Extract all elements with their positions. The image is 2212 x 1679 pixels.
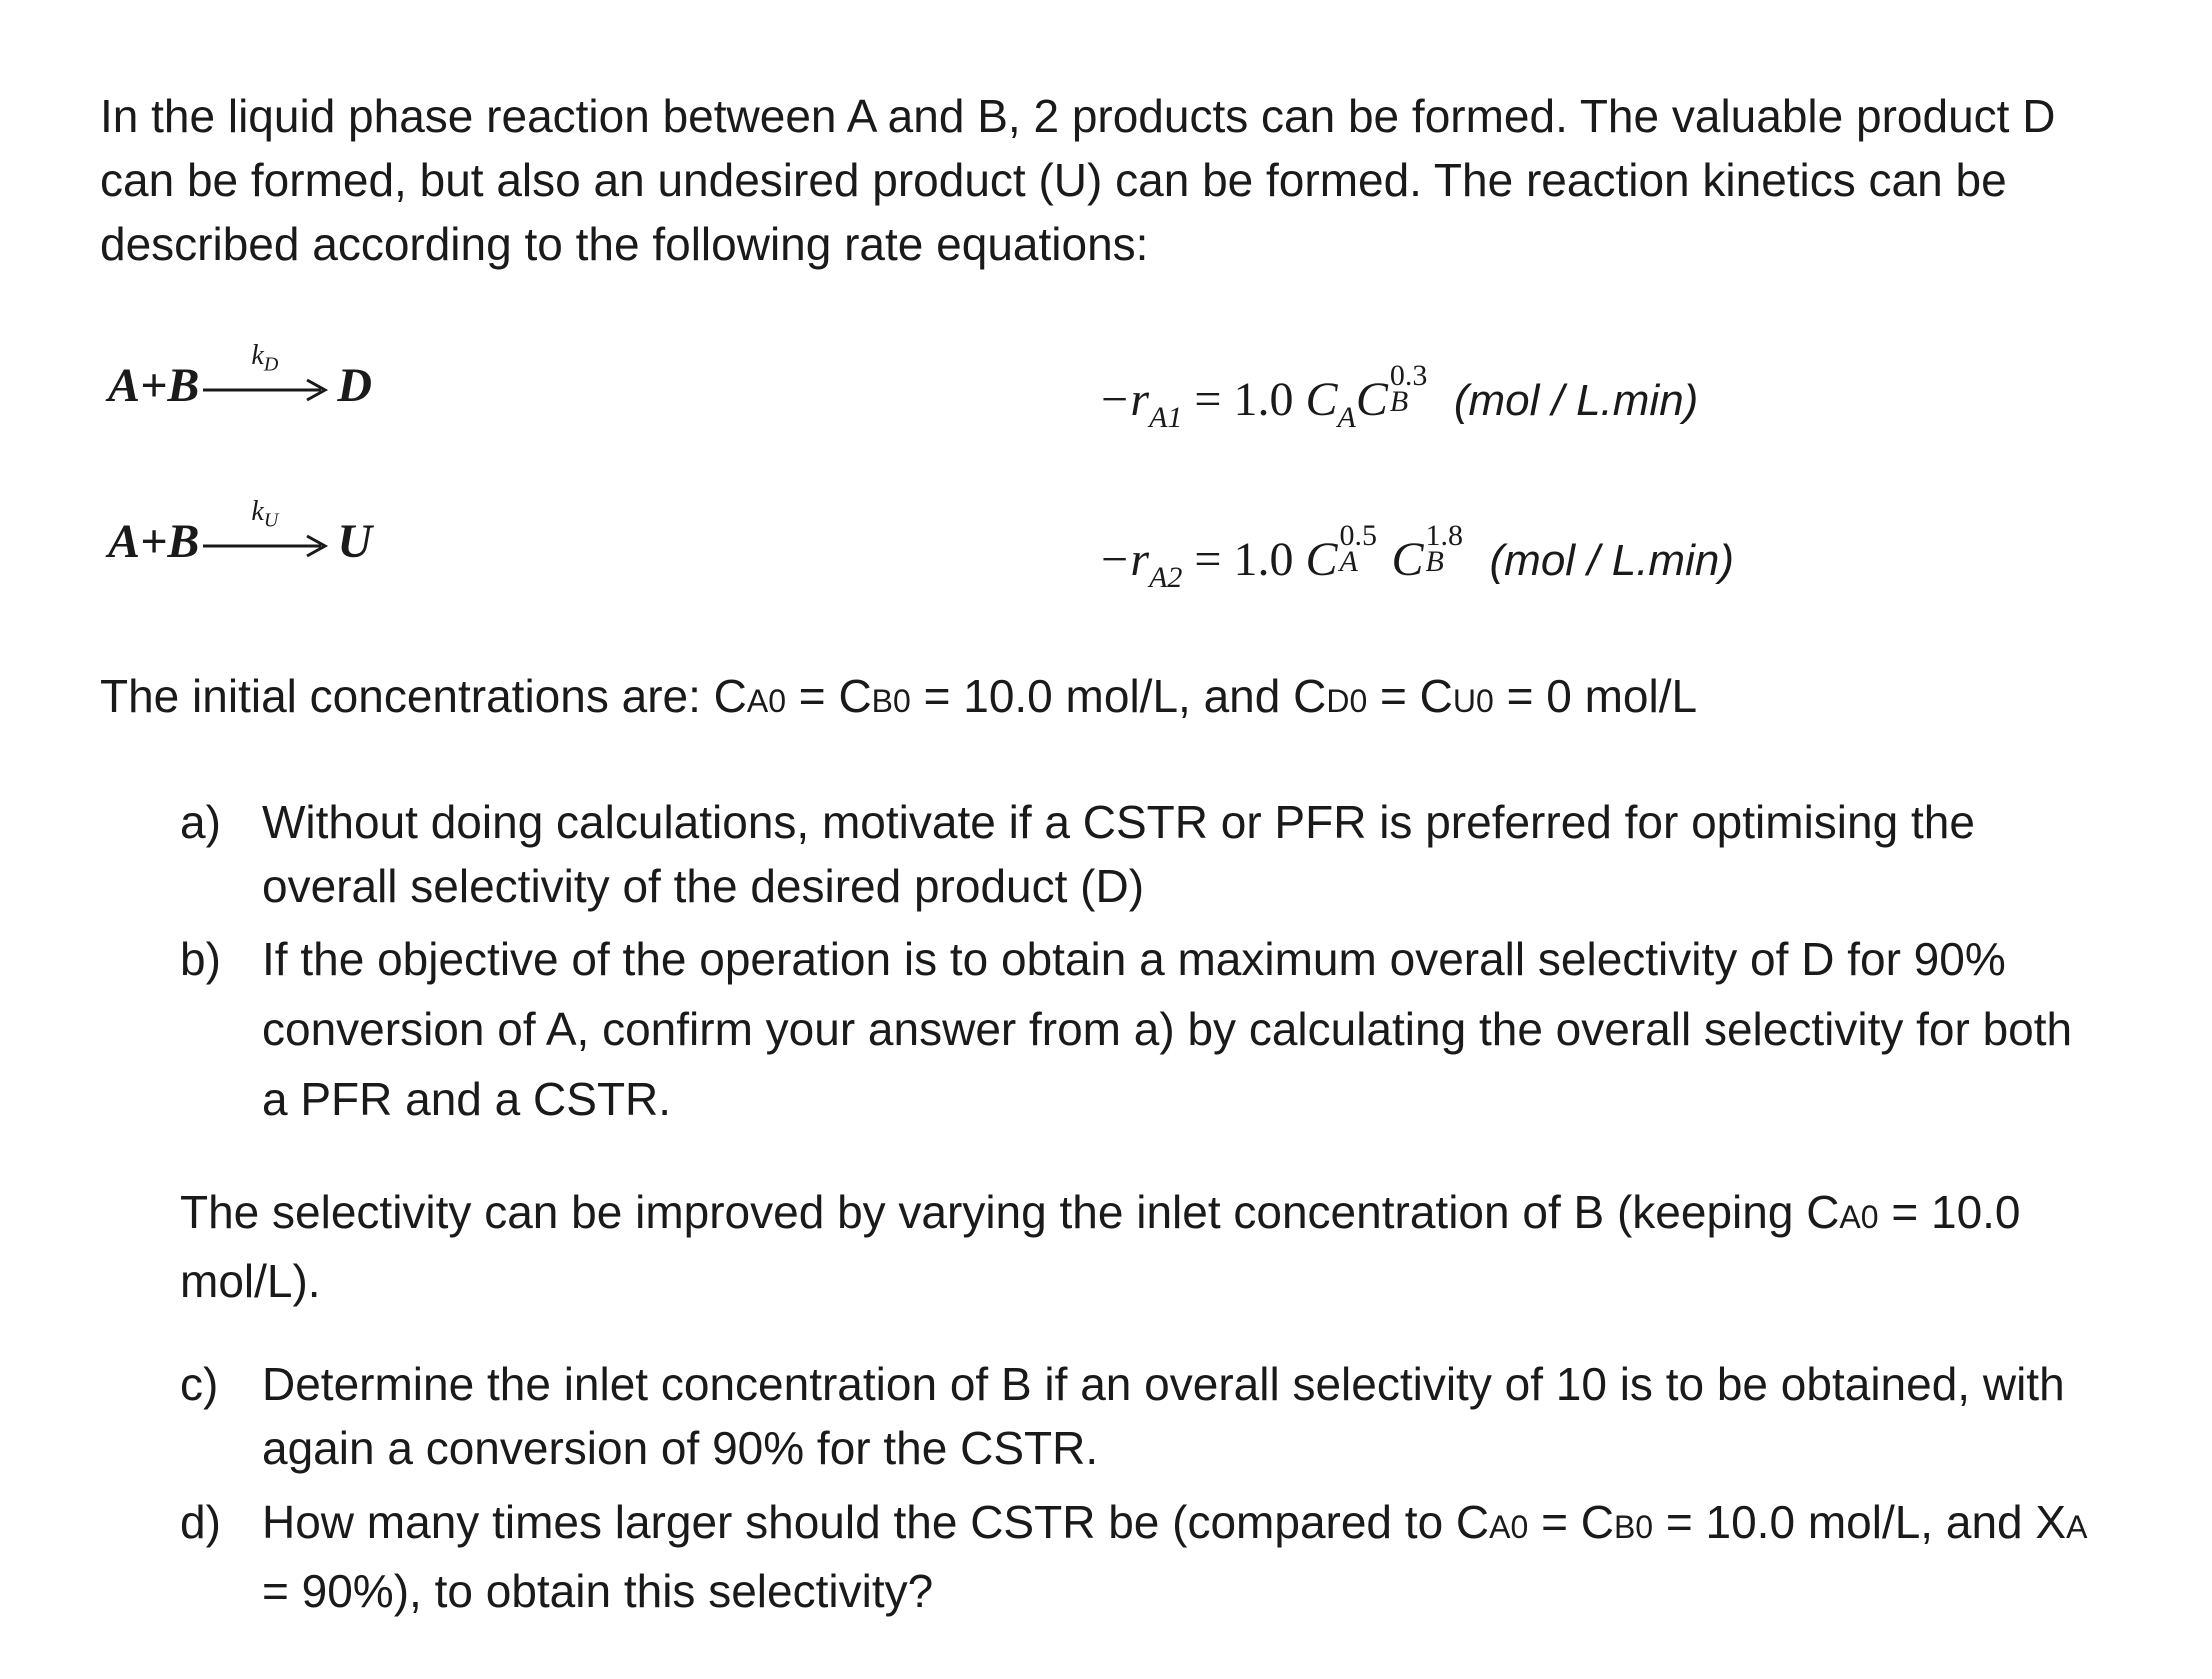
cu0-sub: U0 xyxy=(1452,683,1494,719)
note-text: = 10.0 mol/L). xyxy=(180,1186,2021,1307)
rate-equation-1 xyxy=(1098,359,1699,435)
reaction-2-product: U xyxy=(337,515,373,568)
conc-b-scripts xyxy=(1388,359,1442,418)
rate-coefficient: = 1.0 xyxy=(1194,373,1294,426)
selectivity-note xyxy=(180,1180,2110,1313)
reaction-1-reactants: A+B xyxy=(108,359,200,412)
cb0-sub: B0 xyxy=(1613,1509,1654,1545)
intro-paragraph: In the liquid phase reaction between A and B, 2 products can be formed. The valuable product D can be formed, but also an undesired product (U) can be formed. The reaction kinetics can be described according to the following rate equations: xyxy=(100,90,2056,270)
rate-coefficient: = 1.0 xyxy=(1194,533,1294,586)
question-d xyxy=(180,1490,2110,1623)
question-label: b) xyxy=(180,933,221,985)
conc-a-sub: A xyxy=(1339,545,1358,578)
reaction-2-reactants: A+B xyxy=(108,515,200,568)
ca0-sub: A0 xyxy=(1489,1509,1529,1545)
question-text: = C xyxy=(1528,1496,1614,1548)
conc-a-scripts xyxy=(1338,519,1392,578)
questions-ab xyxy=(180,790,2110,1134)
rate-lhs-sub: A2 xyxy=(1149,561,1183,594)
question-b xyxy=(180,924,2110,1134)
rate-equation-2 xyxy=(1098,519,1734,595)
question-text: Without doing calculations, motivate if a CSTR or PFR is preferred for optimising the overall selectivity of the desired product (D) xyxy=(262,796,1975,912)
conc-b: C xyxy=(1391,533,1424,586)
initial-text: = C xyxy=(786,670,872,722)
rate-lhs-sub: A1 xyxy=(1149,401,1183,434)
reaction-arrow-icon xyxy=(203,495,331,570)
question-a xyxy=(180,790,2110,918)
conc-b-sub: B xyxy=(1389,385,1409,418)
initial-text: = 10.0 mol/L, and C xyxy=(910,670,1327,722)
rate-unit: (mol / L.min) xyxy=(1489,536,1734,585)
rate-lhs: −r xyxy=(1098,373,1150,426)
reaction-1-product: D xyxy=(337,359,373,412)
conc-b-exponent: 0.3 xyxy=(1389,359,1428,392)
reaction-2 xyxy=(108,495,373,570)
reaction-arrow-icon xyxy=(203,339,331,414)
question-label: c) xyxy=(180,1358,219,1410)
ca0-sub: A0 xyxy=(1839,1199,1879,1235)
reaction-1 xyxy=(108,339,373,414)
question-text: = 10.0 mol/L, and X xyxy=(1653,1496,2067,1548)
question-c xyxy=(180,1352,2110,1480)
question-text: = 90%), to obtain this selectivity? xyxy=(262,1565,934,1617)
questions-cd xyxy=(180,1352,2110,1623)
conc-a-sub: A xyxy=(1337,401,1356,434)
cb0-sub: B0 xyxy=(871,683,911,719)
xa-sub: A xyxy=(2066,1509,2088,1545)
rate-constant-sub: D xyxy=(263,353,279,376)
question-label: d) xyxy=(180,1496,221,1548)
cd0-sub: D0 xyxy=(1326,683,1368,719)
question-text: If the objective of the operation is to obtain a maximum overall selectivity of D for 90% conversion of A, confirm your answer from a) by calculating the overall selectivity for both a PFR and a CSTR. xyxy=(262,933,2073,1125)
conc-a-exponent: 0.5 xyxy=(1339,519,1377,552)
conc-b-exponent: 1.8 xyxy=(1425,519,1464,552)
question-text: Determine the inlet concentration of B if an overall selectivity of 10 is to be obtained, with again a conversion of 90% for the CSTR. xyxy=(262,1358,2065,1474)
initial-text: = C xyxy=(1367,670,1453,722)
rate-constant-sub: U xyxy=(263,509,279,532)
conc-b-scripts xyxy=(1424,519,1478,578)
initial-concentrations xyxy=(100,664,1697,733)
question-text: How many times larger should the CSTR be (compared to C xyxy=(262,1496,1490,1548)
rate-unit: (mol / L.min) xyxy=(1453,376,1699,425)
ca0-sub: A0 xyxy=(746,683,787,719)
note-text: The selectivity can be improved by varying the inlet concentration of B (keeping C xyxy=(180,1186,1840,1238)
conc-a: C xyxy=(1305,373,1338,426)
conc-b: C xyxy=(1355,373,1388,426)
rate-constant: k xyxy=(251,339,264,371)
initial-text: The initial concentrations are: C xyxy=(100,670,747,722)
rate-lhs: −r xyxy=(1098,533,1150,586)
initial-text: = 0 mol/L xyxy=(1493,670,1698,722)
rate-constant: k xyxy=(251,495,264,527)
question-label: a) xyxy=(180,796,221,848)
conc-b-sub: B xyxy=(1425,545,1444,578)
conc-a: C xyxy=(1305,533,1338,586)
